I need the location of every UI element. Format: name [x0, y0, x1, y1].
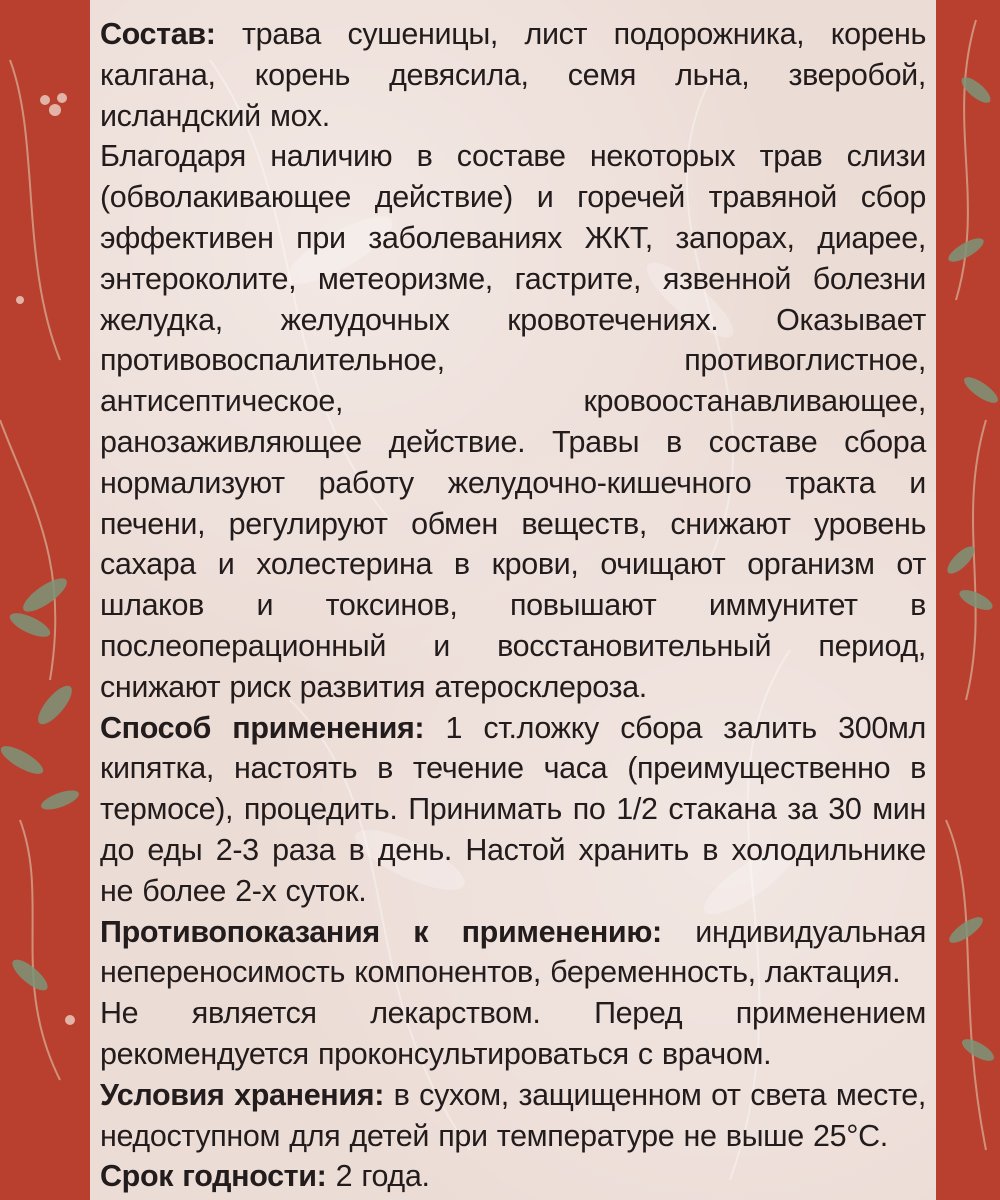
contraindications-label: Противопоказания к применению:: [100, 914, 662, 949]
right-leaves-illustration: [936, 0, 1000, 1200]
composition-paragraph: [100, 14, 926, 136]
storage-label: Условия хранения:: [100, 1077, 385, 1112]
usage-text: 1 ст.ложку сбора залить 300мл кипятка, настоять в течение часа (преимущественно в термосе), процедить. Принимать по 1/2 стакана за 30 мин до еды 2-3 раза в день. Настой хранить в холодильнике не более 2-х суток.: [100, 710, 926, 908]
storage-text: в сухом, защищенном от света месте, недоступном для детей при температуре не выше 25°С.: [100, 1077, 926, 1153]
warning-paragraph: Не является лекарством. Перед применением рекомендуется проконсультироваться с врачом.: [100, 996, 926, 1071]
contraindications-paragraph: [100, 912, 926, 994]
product-description-text: [100, 14, 926, 1197]
contraindications-text: индивидуальная непереносимость компонентов, беременность, лактация.: [100, 914, 927, 990]
usage-paragraph: [100, 708, 926, 912]
info-panel: [90, 0, 936, 1200]
right-botanical-border: [936, 0, 1000, 1200]
usage-label: Способ применения:: [100, 710, 425, 745]
left-leaves-illustration: [0, 0, 90, 1200]
shelf-life-text: 2 года.: [326, 1159, 430, 1194]
shelf-life-label: Срок годности:: [100, 1159, 327, 1194]
description-paragraph: Благодаря наличию в составе некоторых трав слизи (обволакивающее действие) и горечей травяной сбор эффективен при заболеваниях ЖКТ, запорах, диарее, энтероколите, метеоризме, гастрите, язвенной болезни желудка, желудочных кровотечениях. Оказывает противовоспалительное, противоглистное, антисептическое, кровоостанавливающее, ранозаживляющее действие. Травы в составе сбора нормализуют работу желудочно-кишечного тракта и печени, регулируют обмен веществ, снижают уровень сахара и холестерина в крови, очищают организм от шлаков и токсинов, повышают иммунитет в послеоперационный и восстановительный период, снижают риск развития атеросклероза.: [100, 139, 926, 704]
composition-label: Состав:: [100, 17, 216, 51]
composition-text: трава сушеницы, лист подорожника, корень калгана, корень девясила, семя льна, зверобой, исландский мох.: [100, 17, 926, 133]
shelf-life-paragraph: [100, 1156, 926, 1197]
storage-paragraph: [100, 1075, 926, 1157]
left-botanical-border: [0, 0, 90, 1200]
